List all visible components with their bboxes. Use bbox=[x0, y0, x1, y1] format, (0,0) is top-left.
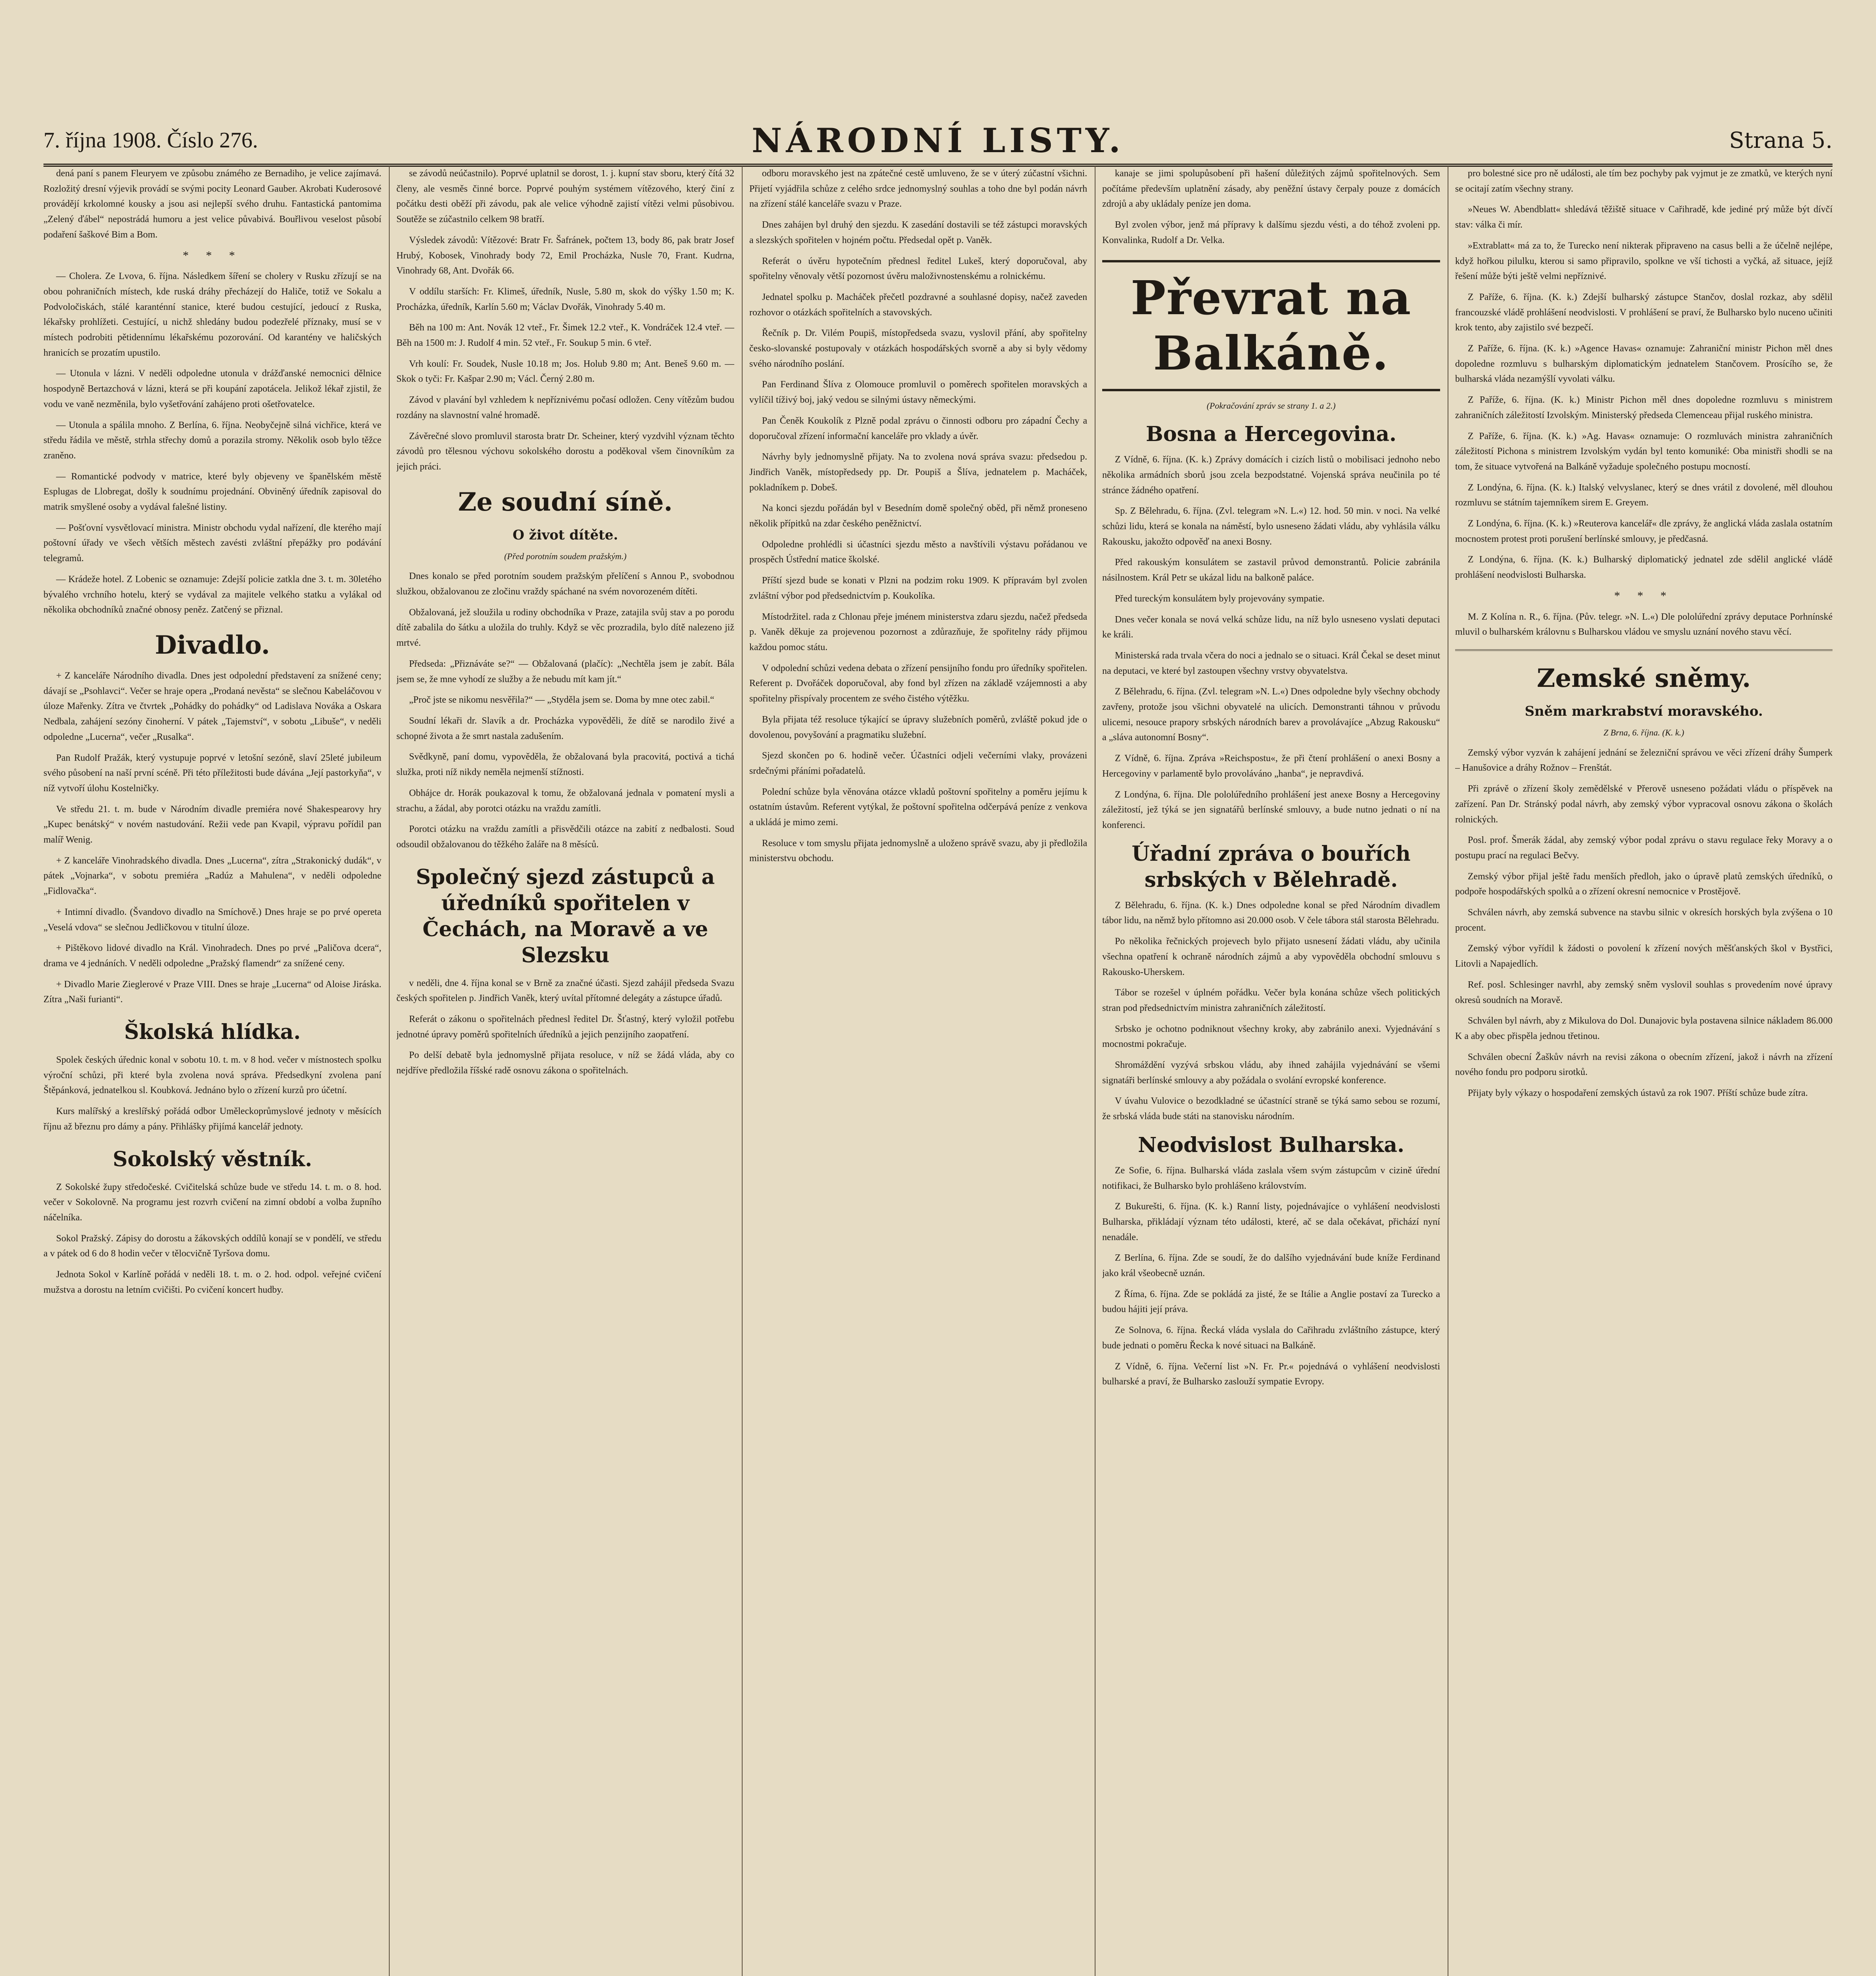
column-divider bbox=[389, 166, 390, 1976]
paragraph: Kurs malířský a kreslířský pořádá odbor Uměleckoprůmyslové jednoty v měsících říjnu až březnu pro dámy a pány. Přihlášky přijímá kancelář jednoty. bbox=[43, 1106, 381, 1132]
paragraph: Schválen byl návrh, aby z Mikulova do Dol. Dunajovic byla postavena silnice nákladem 86.000 K a aby obec přispěla jednou třetinou. bbox=[1455, 1016, 1833, 1041]
article-heading: Sněm markrabství moravského. bbox=[1525, 703, 1763, 719]
paragraph: Schválen návrh, aby zemská subvence na stavbu silnic v okresích horských byla zvýšena o 10 procent. bbox=[1455, 907, 1833, 933]
column-divider bbox=[742, 166, 743, 1976]
paragraph: Ze Solnova, 6. října. Řecká vláda vyslala do Cařihradu zvláštního zástupce, který bude jednati o poměru Řecka k nové situaci na Balkáně. bbox=[1102, 1325, 1440, 1351]
paragraph: Příští sjezd bude se konati v Plzni na podzim roku 1909. K přípravám byl zvolen zvláštní výbor pod předsednictvím p. Koukolíka. bbox=[749, 575, 1087, 601]
paragraph: Místodržitel. rada z Chlonau přeje jménem ministerstva zdaru sjezdu, načež předseda p. Vaněk děkuje za projevenou pozornost a zdůrazňuje, že spořitelny rády přijmou každou pomoc státu. bbox=[749, 611, 1087, 652]
paragraph: — Krádeže hotel. Z Lobenic se oznamuje: Zdejší policie zatkla dne 3. t. m. 30letého bývalého vrchního hotelu, který se vydával za majitele velkého statku a vylákal od několika obchodníků značné obnosy peněz. Zatčený se přiznal. bbox=[43, 574, 381, 615]
paragraph: M. Z Kolína n. R., 6. října. (Pův. telegr. »N. L.«) Dle pololúřední zprávy deputace Porhnínské mluvil o bulharském královnu s Bulharskou vládou ve smyslu uznání nového stavu věcí. bbox=[1455, 611, 1833, 637]
paragraph: Obhájce dr. Horák poukazoval k tomu, že obžalovaná jednala v pomatení mysli a strachu, a žádal, aby porotci otázku na vraždu zamítli. bbox=[396, 788, 734, 814]
paragraph: Zemský výbor vyřídil k žádosti o povolení k zřízení nových měšťanských škol v Bystřici, Litovli a Napajedlích. bbox=[1455, 943, 1833, 969]
paragraph: Byl zvolen výbor, jenž má přípravy k dalšímu sjezdu vésti, a do téhož zvoleni pp. Konvalinka, Rudolf a Dr. Velka. bbox=[1102, 220, 1440, 245]
column-5 bbox=[1455, 166, 1833, 1976]
paragraph: Porotci otázku na vraždu zamítli a přisvědčili otázce na zabití z nedbalosti. Soud odsoudil obžalovanou do těžkého žaláře na 8 měsíců. bbox=[396, 824, 734, 850]
paragraph: Referát o zákonu o spořitelnách přednesl ředitel Dr. Šťastný, který vyložil potřebu jednotné úpravy poměrů spořitelních úředníků a jejich penzijního zaopatření. bbox=[396, 1014, 734, 1040]
paragraph: Z Paříže, 6. října. (K. k.) »Ag. Havas« oznamuje: O rozmluvách ministra zahraničních záležitostí Pichona s ministrem Izvolským vydán byl tento komuniké: Oba ministři shodli se na tom, že situace vytvořená na Balkáně vyžaduje společného postupu mocností. bbox=[1455, 431, 1833, 472]
paragraph: Před tureckým konsulátem byly projevovány sympatie. bbox=[1115, 593, 1325, 604]
paragraph: Závod v plavání byl vzhledem k nepříznivému počasí odložen. Ceny vítězům budou rozdány na slavnostní valné hromadě. bbox=[396, 395, 734, 420]
paragraph: V oddílu starších: Fr. Klimeš, úředník, Nusle, 5.80 m, skok do výšky 1.50 m; K. Procházka, úředník, Karlín 5.60 m; Václav Dvořák, Vinohrady 5.40 m. bbox=[396, 286, 734, 312]
paragraph: Z Paříže, 6. října. (K. k.) »Agence Havas« oznamuje: Zahraniční ministr Pichon měl dnes dopoledne rozmluvu s bulharským diplomatickým jednatelem Stančovem. Prosícího se, že bulharská vláda nezamýšlí vyvolati válku. bbox=[1455, 343, 1833, 385]
paragraph: Odpoledne prohlédli si účastníci sjezdu město a navštívili výstavu pořádanou ve prospěch Ústřední matice školské. bbox=[749, 539, 1087, 565]
paragraph: se závodů neúčastnilo). Poprvé uplatnil se dorost, 1. j. kupní stav sboru, který čítá 32 členy, ale vesměs činné borce. Poprvé pouhým systémem vítězového, který činí z počátku desti oběží při závodu, pak ale velice výhodně zajistí vítězi velmi působivou. Soutěže se zúčastnilo celkem 98 bratří. bbox=[396, 168, 734, 225]
paragraph: Předseda: „Přiznáváte se?“ — Obžalovaná (plačíc): „Nechtěla jsem je zabít. Bála jsem se, že mne vyhodí ze služby a že nebudu mít kam jít.“ bbox=[396, 658, 734, 684]
column-1 bbox=[43, 166, 381, 1976]
paragraph: dená paní s panem Fleuryem ve způsobu známého ze Bernadiho, je velice zajímavá. Rozložitý dresní výjevik provádí se svými pocity Leonard Gauber. Akrobati Kuderosové provádějí krkolomné kousky a jsou asi nejlepší svého druhu. Fantastická pantomima „Zelený ďábel“ nepostrádá humoru a jest velice půvabivá. Bouřlivou veselost působí podaření šaškové Bim a Bom. bbox=[43, 168, 381, 240]
paragraph: — Pošťovní vysvětlovací ministra. Ministr obchodu vydal nařízení, dle kterého mají poštovní úřady ve všech větších městech zavésti zvláštní přepážky pro podávání telegramů. bbox=[43, 522, 381, 564]
paragraph: Z Bělehradu, 6. října. (K. k.) Dnes odpoledne konal se před Národním divadlem tábor lidu, na němž bylo přítomno asi 20.000 osob. V čele tábora stál starosta Bělehradu. bbox=[1102, 900, 1440, 926]
paragraph: Pan Čeněk Koukolík z Plzně podal zprávu o činnosti odboru pro západní Čechy a doporučoval zřízení informační kanceláře pro vklady a úvěr. bbox=[749, 415, 1087, 441]
paragraph: + Intimní divadlo. (Švandovo divadlo na Smíchově.) Dnes hraje se po prvé opereta „Veselá vdova“ se slečnou Jedličkovou v titulní úloze. bbox=[43, 907, 381, 933]
paragraph: Vrh koulí: Fr. Soudek, Nusle 10.18 m; Jos. Holub 9.80 m; Ant. Beneš 9.60 m. — Skok o tyči: Fr. Kašpar 2.90 m; Václ. Černý 2.80 m. bbox=[396, 358, 734, 385]
paragraph: Zemský výbor vyzván k zahájení jednání se železniční správou ve věci zřízení dráhy Šumperk – Hanušovice a dráhy Rožnov – Frenštát. bbox=[1455, 747, 1833, 773]
section-heading: Společný sjezd zástupců a úředníků spořitelen v Čechách, na Moravě a ve Slezsku bbox=[416, 865, 715, 967]
paragraph: Jednota Sokol v Karlíně pořádá v neděli 18. t. m. o 2. hod. odpol. veřejné cvičení mužstva a dorostu na letním cvičišti. Po cvičení koncert hudby. bbox=[43, 1269, 381, 1295]
paragraph: — Utonula v lázni. V neděli odpoledne utonula v drážďanské nemocnici dělnice hospodyně Bertazchová v lázni, která se při koupání zapotácela. Jelikož lékař zjistil, že vodu ve vaně nezměnila, bylo vyšetřování zahájeno proti ošetřovatelce. bbox=[43, 368, 381, 409]
paragraph: Ze Sofie, 6. října. Bulharská vláda zaslala všem svým zástupcům v cizině úřední notifikaci, že Bulharsko bylo prohlášeno královstvím. bbox=[1102, 1165, 1440, 1191]
paragraph: + Pištěkovo lidové divadlo na Král. Vinohradech. Dnes po prvé „Paličova dcera“, drama ve 4 jednáních. V neděli odpoledne „Pražský flamendr“ za snížené ceny. bbox=[43, 943, 381, 969]
paragraph: „Proč jste se nikomu nesvěřila?“ — „Styděla jsem se. Doma by mne otec zabil.“ bbox=[409, 695, 715, 705]
paragraph: Sokol Pražský. Zápisy do dorostu a žákovských oddílů konají se v pondělí, ve středu a v pátek od 6 do 8 hodin večer v tělocvičně Tyršova domu. bbox=[43, 1233, 381, 1259]
paragraph: Svědkyně, paní domu, vypověděla, že obžalovaná byla pracovitá, poctivá a tichá služka, proti níž nikdy neměla nejmenší stížnosti. bbox=[396, 752, 734, 778]
paragraph: Z Londýna, 6. října. (K. k.) »Reuterova kancelář« dle zprávy, že anglická vláda zaslala ostatním mocnostem protest proti porušení berlínské smlouvy, je předčasná. bbox=[1455, 519, 1833, 544]
paragraph: Polední schůze byla věnována otázce vkladů poštovní spořitelny a poměru jejímu k ostatním ústavům. Referent vytýkal, že poštovní spořitelna odčerpává peníze z venkova a ukládá je mimo zemi. bbox=[749, 786, 1087, 828]
asterism-separator: * * * bbox=[1614, 589, 1674, 602]
paragraph: Dnes večer konala se nová velká schůze lidu, na níž bylo usneseno vyslati deputaci ke králi. bbox=[1102, 614, 1440, 640]
paragraph: Řečník p. Dr. Vilém Poupiš, místopředseda svazu, vyslovil přání, aby spořitelny česko-slovanské postupovaly v otázkách hospodářských svorně a aby si byly vědomy svého národního poslání. bbox=[749, 328, 1087, 369]
article-subheading: Z Brna, 6. října. (K. k.) bbox=[1603, 727, 1684, 737]
paragraph: Ref. posl. Schlesinger navrhl, aby zemský sněm vyslovil souhlas s provedením nové úpravy okresů soudních na Moravě. bbox=[1455, 979, 1833, 1005]
column-4 bbox=[1102, 166, 1440, 1976]
paragraph: Shromáždění vyzývá srbskou vládu, aby ihned zahájila vyjednávání se všemi signatáři berlínské smlouvy a aby požádala o svolání evropské konference. bbox=[1102, 1060, 1440, 1086]
article-heading: O život dítěte. bbox=[513, 527, 618, 543]
paragraph: Ministerská rada trvala včera do noci a jednalo se o situaci. Král Čekal se deset minut na deputaci, ve které byl zastoupen všechny vrstvy obyvatelstva. bbox=[1102, 650, 1440, 676]
paragraph: Běh na 100 m: Ant. Novák 12 vteř., Fr. Šimek 12.2 vteř., K. Vondráček 12.4 vteř. — Běh na 1500 m: J. Rudolf 4 min. 52 vteř., Fr. Soukup 5 min. 6 vteř. bbox=[396, 322, 734, 349]
article-heading: Bosna a Hercegovina. bbox=[1146, 422, 1397, 447]
paragraph: V úvahu Vulovice o bezodkladné se účastnící straně se týká samo sebou se rozumí, že srbská vláda bude státi na stanovisku národním. bbox=[1102, 1096, 1440, 1122]
paragraph: Byla přijata též resoluce týkající se úpravy služebních poměrů, zvláště pokud jde o dovolenou, povyšování a pragmatiku služební. bbox=[749, 714, 1087, 740]
section-heading: Převrat na Balkáně. bbox=[1102, 260, 1440, 391]
asterism-separator: * * * bbox=[183, 249, 242, 262]
paragraph: Srbsko je ochotno podniknout všechny kroky, aby zabránilo anexi. Vyjednávání s mocnostmi pokračuje. bbox=[1102, 1024, 1440, 1050]
paragraph: Z Vídně, 6. října. (K. k.) Zprávy domácích i cizích listů o mobilisaci jednoho nebo několika armádních sborů jsou zcela bezpodstatné. Vojenská správa neučinila po té stránce žádného opatření. bbox=[1102, 454, 1440, 496]
paragraph: — Utonula a spálila mnoho. Z Berlína, 6. října. Neobyčejně silná vichřice, která ve středu řádila ve městě, strhla střechy domů a porazila stromy. Několik osob bylo těžce zraněno. bbox=[43, 420, 381, 461]
section-heading: Ze soudní síně. bbox=[458, 487, 673, 517]
paragraph: Resoluce v tom smyslu přijata jednomyslně a uloženo správě svazu, aby ji předložila ministerstvu obchodu. bbox=[749, 838, 1087, 864]
section-heading: Sokolský věstník. bbox=[113, 1147, 312, 1171]
paragraph: Zemský výbor přijal ještě řadu menších předloh, jako o úpravě platů zemských úředníků, o podpoře hospodářských spolků a o zřízení okresní nemocnice v Prostějově. bbox=[1455, 871, 1833, 897]
paragraph: Jednatel spolku p. Macháček přečetl pozdravné a souhlasné dopisy, načež zaveden rozhovor o otázkách spořitelních a stavovských. bbox=[749, 292, 1087, 318]
paragraph: Z Londýna, 6. října. (K. k.) Bulharský diplomatický jednatel zde sdělil anglické vládě prohlášení neodvislosti Bulharska. bbox=[1455, 554, 1833, 581]
paragraph: Spolek českých úřednic konal v sobotu 10. t. m. v 8 hod. večer v místnostech spolku výroční schůzi, při které byla zvolena nová správa. Předsedkyní zvolena paní Štěpánková, jednatelkou sl. Koubková. Jednáno bylo o zřízení kurzů pro účetní. bbox=[43, 1055, 381, 1096]
section-heading: Školská hlídka. bbox=[124, 1020, 301, 1045]
paragraph: + Divadlo Marie Zieglerové v Praze VIII. Dnes se hraje „Lucerna“ od Aloise Jiráska. Zítra „Naši furianti“. bbox=[43, 979, 381, 1005]
paragraph: Posl. prof. Šmerák žádal, aby zemský výbor podal zprávu o stavu regulace řeky Moravy a o postupu prací na regulaci Bečvy. bbox=[1455, 835, 1833, 861]
paragraph: Závěrečné slovo promluvil starosta bratr Dr. Scheiner, který vyzdvihl význam těchto závodů pro tělesnou výchovu sokolského dorostu a poděkoval všem činovníkům za jejich práci. bbox=[396, 431, 734, 472]
paragraph: Na konci sjezdu pořádán byl v Besedním domě společný oběd, při němž proneseno několik přípitků na zdar českého peněžnictví. bbox=[749, 503, 1087, 529]
paragraph: Sjezd skončen po 6. hodině večer. Účastníci odjeli večerními vlaky, provázeni srdečnými přáními pořadatelů. bbox=[749, 750, 1087, 776]
paragraph: Obžalovaná, jež sloužila u rodiny obchodníka v Praze, zatajila svůj stav a po porodu dítě zabalila do šátku a uložila do truhly. Když se věc prozradila, bylo dítě nalezeno již mrtvé. bbox=[396, 607, 734, 649]
paragraph: — Romantické podvody v matrice, které byly objeveny ve španělském městě Esplugas de Llobregat, došly k soudnímu projednání. Obviněný úředník zapisoval do matrik smyšlené osoby a vydával falešné listiny. bbox=[43, 471, 381, 513]
paragraph: V odpolední schůzi vedena debata o zřízení pensijního fondu pro úředníky spořitelen. Referent p. Dvořáček doporučoval, aby fond byl zřízen na základě vzájemnosti a aby spořitelny přispívaly procentem ze svého čistého výtěžku. bbox=[749, 663, 1087, 704]
article-heading: Neodvislost Bulharska. bbox=[1138, 1133, 1405, 1157]
paragraph: Z Bukurešti, 6. října. (K. k.) Ranní listy, pojednávajíce o vyhlášení neodvislosti Bulharska, přikládají význam této události, které, ač se dala očekávat, přichází nyní nenadále. bbox=[1102, 1201, 1440, 1243]
paragraph: »Extrablatt« má za to, že Turecko není nikterak připraveno na casus belli a že účelně nejlépe, když hořkou pilulku, kterou si samo připravilo, spolkne ve vší tichosti a vyčká, až situace, jejíž řešení může býti ještě velmi nepříznivé. bbox=[1455, 240, 1833, 282]
paragraph: Z Paříže, 6. října. (K. k.) Zdejší bulharský zástupce Stančov, doslal rozkaz, aby sdělil francouzské vládě prohlášení neodvislosti. V prohlášení se praví, že Bulharsko bylo nuceno učiniti krok tento, aby zajistilo své bezpečí. bbox=[1455, 292, 1833, 333]
paragraph: Přijaty byly výkazy o hospodaření zemských ústavů za rok 1907. Příští schůze bude zítra. bbox=[1468, 1088, 1808, 1099]
column-3 bbox=[749, 166, 1087, 1976]
paragraph: Z Londýna, 6. října. (K. k.) Italský velvyslanec, který se dnes vrátil z dovolené, měl dlouhou rozmluvu se státním tajemníkem sirem E. Greyem. bbox=[1455, 482, 1833, 508]
paragraph: odboru moravského jest na zpátečné cestě umluveno, že se v úterý zúčastní všichni. Přijetí vyjádřila schůze z celého srdce jednomyslný souhlas a toho dne byl podán návrh na zřízení stálé kanceláře svazu v Praze. bbox=[749, 168, 1087, 209]
section-heading: Zemské sněmy. bbox=[1537, 663, 1751, 693]
paragraph: Dnes konalo se před porotním soudem pražským přelíčení s Annou P., svobodnou služkou, obžalovanou ze zločinu vraždy spáchané na svém novorozeném dítěti. bbox=[396, 571, 734, 597]
paragraph: Po několika řečnických projevech bylo přijato usnesení žádati vládu, aby učinila všechna opatření k ochraně národních zájmů a aby vypověděla obchodní smlouvu s Rakousko-Uherskem. bbox=[1102, 936, 1440, 977]
paragraph: Z Vídně, 6. října. Zpráva »Reichspostu«, že při čtení prohlášení o anexi Bosny a Hercegoviny v parlamentě bylo provoláváno „hanba“, je nepravdivá. bbox=[1102, 753, 1440, 779]
paragraph: Soudní lékaři dr. Slavík a dr. Procházka vypověděli, že dítě se narodilo živé a schopné života a že smrt nastala zadušením. bbox=[396, 715, 734, 741]
paragraph: Pan Rudolf Pražák, který vystupuje poprvé v letošní sezóně, slaví 25leté jubileum svého působení na naší první scéně. Při této příležitosti bude dávána „Její pastorkyňa“, v níž vytvoří úlohu Kostelničky. bbox=[43, 752, 381, 794]
paragraph: Tábor se rozešel v úplném pořádku. Večer byla konána schůze všech politických stran pod předsednictvím ministra zahraničních záležitostí. bbox=[1102, 988, 1440, 1013]
issue-date: 7. října 1908. Číslo 276. bbox=[43, 128, 258, 153]
paragraph: — Cholera. Ze Lvova, 6. října. Následkem šíření se cholery v Rusku zřízují se na obou pohraničních místech, kde ruská dráhy přecházejí do Haliče, totiž ve Sokalu a Podvoločiskách, stálé karanténní stanice, které budou cestující, jedoucí z Ruska, lékařsky prohlížeti. Cestující, u nichž shledány budou podezřelé příznaky, musí se v místech podrobiti pětidennímu lékařskému pozorování. Od karantény ve haličských hranicích se prozatím upustilo. bbox=[43, 271, 381, 358]
section-divider bbox=[1455, 649, 1833, 651]
article-subheading: (Pokračování zpráv se strany 1. a 2.) bbox=[1207, 400, 1336, 411]
paragraph: Sp. Z Bělehradu, 6. října. (Zvl. telegram »N. L.«) 12. hod. 50 min. v noci. Na velké schůzi lidu, která se konala na náměstí, bylo usneseno žádati vládu, aby vyhlásila válku Rakousku, jakožto odpověď na anexi Bosny. bbox=[1102, 506, 1440, 547]
page-header bbox=[43, 119, 1833, 162]
paragraph: Z Bělehradu, 6. října. (Zvl. telegram »N. L.«) Dnes odpoledne byly všechny obchody zavřeny, protože jsou všichni obyvatelé na ulicích. Demonstranti táhnou v průvodu ulicemi, nesouce prapory srbských národních barev a provolávajíce „Abzug Rakousku“ a „sláva autonomní Bosny“. bbox=[1102, 686, 1440, 743]
paragraph: pro bolestné sice pro ně události, ale tím bez pochyby pak vyjmut je ze zmatků, ve kterých nyní se ocitají zatím všechny strany. bbox=[1455, 168, 1833, 194]
paragraph: Z Berlína, 6. října. Zde se soudí, že do dalšího vyjednávání bude kníže Ferdinand jako král všeobecně uznán. bbox=[1102, 1253, 1440, 1279]
paragraph: Schválen obecní Žaškův návrh na revisi zákona o obecním zřízení, jakož i návrh na zřízení nového fondu pro podporu sirotků. bbox=[1455, 1052, 1833, 1078]
paragraph: Návrhy byly jednomyslně přijaty. Na to zvolena nová správa svazu: předsedou p. Jindřich Vaněk, místopředsedy pp. Dr. Poupiš a Šlíva, jednatelem p. Macháček, pokladníkem p. Dobeš. bbox=[749, 452, 1087, 493]
paragraph: Pan Ferdinand Šlíva z Olomouce promluvil o poměrech spořitelen moravských a vylíčil tíživý boj, jaký vedou se silnými ústavy německými. bbox=[749, 379, 1087, 405]
paragraph: Výsledek závodů: Vítězové: Bratr Fr. Šafránek, počtem 13, body 86, pak bratr Josef Hrubý, Kobosek, Vinohrady body 72, Emil Procházka, Nusle 70, Frant. Kudrna, Vinohrady 68, Ant. Dvořák 66. bbox=[396, 235, 734, 276]
paragraph: + Z kanceláře Vinohradského divadla. Dnes „Lucerna“, zítra „Strakonický dudák“, v pátek „Vojnarka“, v sobotu premiéra „Radúz a Mahulena“, v neděli odpoledne „Fidlovačka“. bbox=[43, 855, 381, 897]
paragraph: Ve středu 21. t. m. bude v Národním divadle premiéra nové Shakespearovy hry „Kupec benátský“ v novém nastudování. Režii vede pan Kvapil, výpravu pořídil pan malíř Wenig. bbox=[43, 804, 381, 845]
paragraph: Před rakouským konsulátem se zastavil průvod demonstrantů. Policie zabránila násilnostem. Král Petr se ukázal lidu na balkoně paláce. bbox=[1102, 557, 1440, 583]
paragraph: Z Paříže, 6. října. (K. k.) Ministr Pichon měl dnes dopoledne rozmluvu s ministrem zahraničních záležitostí Izvolským. Ministerský předseda Clemenceau přijal ruského ministra. bbox=[1455, 395, 1833, 420]
masthead-title: NÁRODNÍ LISTY. bbox=[751, 121, 1125, 160]
article-heading: Úřadní zpráva o bouřích srbských v Bělehradě. bbox=[1131, 841, 1411, 892]
paragraph: »Neues W. Abendblatt« shledává těžiště situace v Cařihradě, kde jediné prý může být dívčí stav: válka či mír. bbox=[1455, 204, 1833, 230]
paragraph: v neděli, dne 4. října konal se v Brně za značné účasti. Sjezd zahájil předseda Svazu českých spořitelen p. Jindřich Vaněk, který uvítal přítomné delegáty a zástupce úřadů. bbox=[396, 978, 734, 1004]
section-heading: Divadlo. bbox=[155, 630, 270, 660]
paragraph: Dnes zahájen byl druhý den sjezdu. K zasedání dostavili se též zástupci moravských a slezských spořitelen v hojném počtu. Předsedal opět p. Vaněk. bbox=[749, 220, 1087, 245]
paragraph: Z Vídně, 6. října. Večerní list »N. Fr. Pr.« pojednává o vyhlášení neodvislosti bulharské a praví, že Bulharsko zaslouží sympatie Evropy. bbox=[1102, 1361, 1440, 1387]
paragraph: Z Londýna, 6. října. Dle pololúředního prohlášení jest anexe Bosny a Hercegoviny záležitostí, jež týká se jen signatářů berlínské smlouvy, a bude nutno jednati o ní na konferenci. bbox=[1102, 789, 1440, 830]
page-number: Strana 5. bbox=[1729, 127, 1833, 153]
paragraph: Referát o úvěru hypotečním přednesl ředitel Lukeš, který doporučoval, aby spořitelny věnovaly větší pozornost úvěru maloživnostenskému a rolnickému. bbox=[749, 256, 1087, 282]
paragraph: Z Sokolské župy středočeské. Cvičitelská schůze bude ve středu 14. t. m. o 8. hod. večer v Sokolovně. Na programu jest rozvrh cvičení na zimní období a volba župního náčelníka. bbox=[43, 1182, 381, 1223]
paragraph: Z Říma, 6. října. Zde se pokládá za jisté, že se Itálie a Anglie postaví za Turecko a budou hájiti její práva. bbox=[1102, 1289, 1440, 1315]
paragraph: Po delší debatě byla jednomyslně přijata resoluce, v níž se žádá vláda, aby co nejdříve předložila říšské radě osnovu zákona o spořitelnách. bbox=[396, 1050, 734, 1076]
paragraph: Při zprávě o zřízení školy zemědělské v Přerově usneseno požádati vládu o příspěvek na zařízení. Pan Dr. Stránský podal návrh, aby zemský výbor vypracoval osnovu zákona o školách rolnických. bbox=[1455, 784, 1833, 825]
article-subheading: (Před porotním soudem pražským.) bbox=[504, 551, 627, 561]
paragraph: + Z kanceláře Národního divadla. Dnes jest odpolední představení za snížené ceny; dávají se „Psohlavci“. Večer se hraje opera „Prodaná nevěsta“ se slečnou Kabeláčovou v úloze Mařenky. Zítra ve čtvrtek „Pohádky do pohádky“ od Ladislava Nováka a Oskara Nedbala, zahájení sezóny činoherní. V pátek „Tajemství“, v sobotu „Libuše“, v neděli odpoledne „Lucerna“, večer „Rusalka“. bbox=[43, 670, 381, 742]
column-2 bbox=[396, 166, 734, 1976]
paragraph: kanaje se jimi spolupůsobení při hašení důležitých zájmů spořitelnových. Sem počítáme především uplatnění zásady, aby peněžní ústavy čerpaly pouze z domácích zdrojů a aby ukládaly peníze jen doma. bbox=[1102, 168, 1440, 209]
